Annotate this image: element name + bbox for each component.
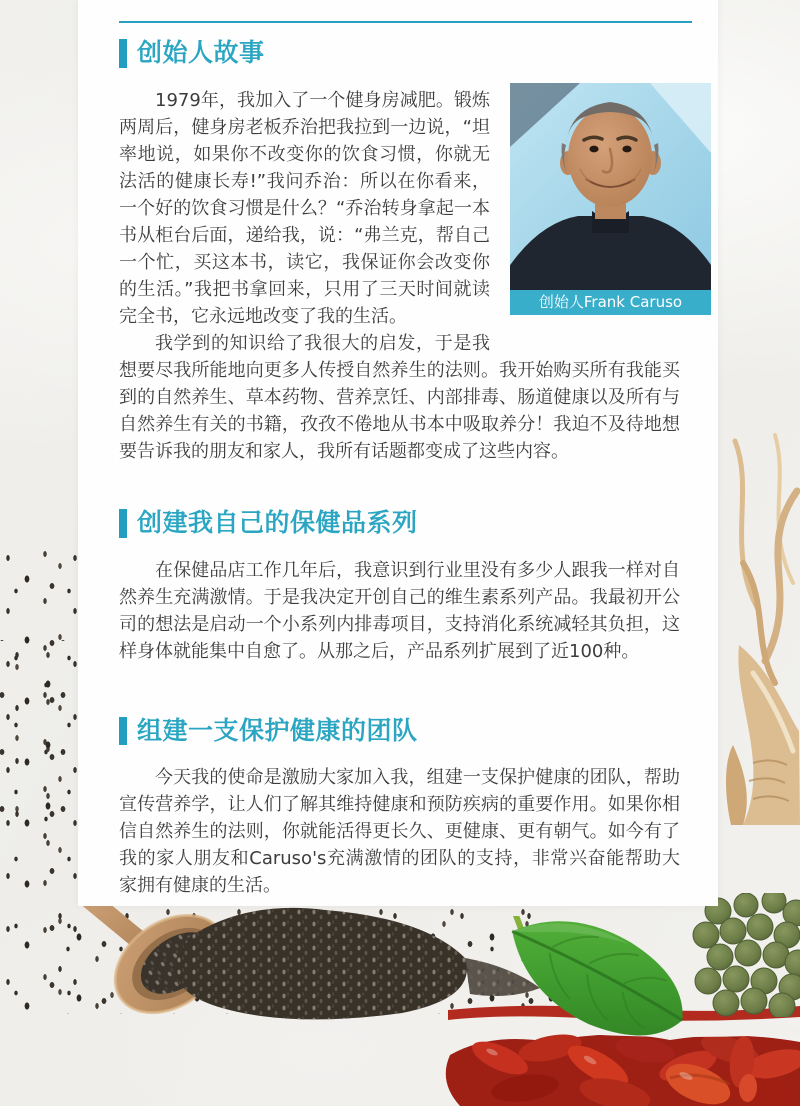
founder-photo-caption: 创始人Frank Caruso [510, 290, 711, 315]
section-heading-health-team: 组建一支保护健康的团队 [119, 717, 680, 746]
founder-story-body [119, 87, 683, 465]
top-divider-rule [119, 21, 692, 23]
section-heading-product-line: 创建我自己的保健品系列 [119, 509, 680, 538]
health-team-paragraph: 今天我的使命是激励大家加入我，组建一支保护健康的团队，帮助宣传营养学，让人们了解其维持健康和预防疾病的重要作用。如果你相信自然养生的法则，你就能活得更长久、更健康、更有朝气。如今有了我的家人朋友和Caruso's充满激情的团队的支持，非常兴奋能帮助大家拥有健康的生活。 [119, 767, 680, 897]
article-panel [78, 0, 718, 906]
founder-photo-card [510, 83, 711, 315]
chia-seeds-image [0, 640, 80, 850]
founder-portrait-photo [510, 83, 711, 290]
founder-story-paragraph-2: 我学到的知识给了我很大的启发，于是我想要尽我所能地向更多人传授自然养生的法则。我开始购买所有我能买到的自然养生、草本药物、营养烹饪、内部排毒、肠道健康以及所有与自然养生有关的书籍，孜孜不倦地从书本中吸取养分！我迫不及待地想要告诉我的朋友和家人，我所有话题都变成了这些内容。 [119, 332, 680, 462]
spirulina-tablets-image [688, 893, 800, 1017]
ginseng-root-image [713, 433, 800, 825]
mint-leaf-image [488, 916, 703, 1041]
product-line-paragraph: 在保健品店工作几年后，我意识到行业里没有多少人跟我一样对自然养生充满激情。于是我决定开创自己的维生素系列产品。我最初开公司的想法是启动一个小系列内排毒项目，支持消化系统减轻其负担，这样身体就能集中自愈了。从那之后，产品系列扩展到了近100种。 [119, 559, 680, 662]
founder-story-paragraph-1: 1979年，我加入了一个健身房减肥。锻炼两周后，健身房老板乔治把我拉到一边说，“坦率地说，如果你不改变你的饮食习惯，你就无法活的健康长寿!”我问乔治：所以在你看来，一个好的饮食习惯是什么？“乔治转身拿起一本书从柜台后面，递给我，说：“弗兰克，帮自己一个忙，买这本书，读它，我保证你会改变你的生活。”我把书拿回来，只用了三天时间就读完全书，它永远地改变了我的生活。 [119, 89, 490, 327]
section-heading-founder-story: 创始人故事 [119, 39, 680, 68]
